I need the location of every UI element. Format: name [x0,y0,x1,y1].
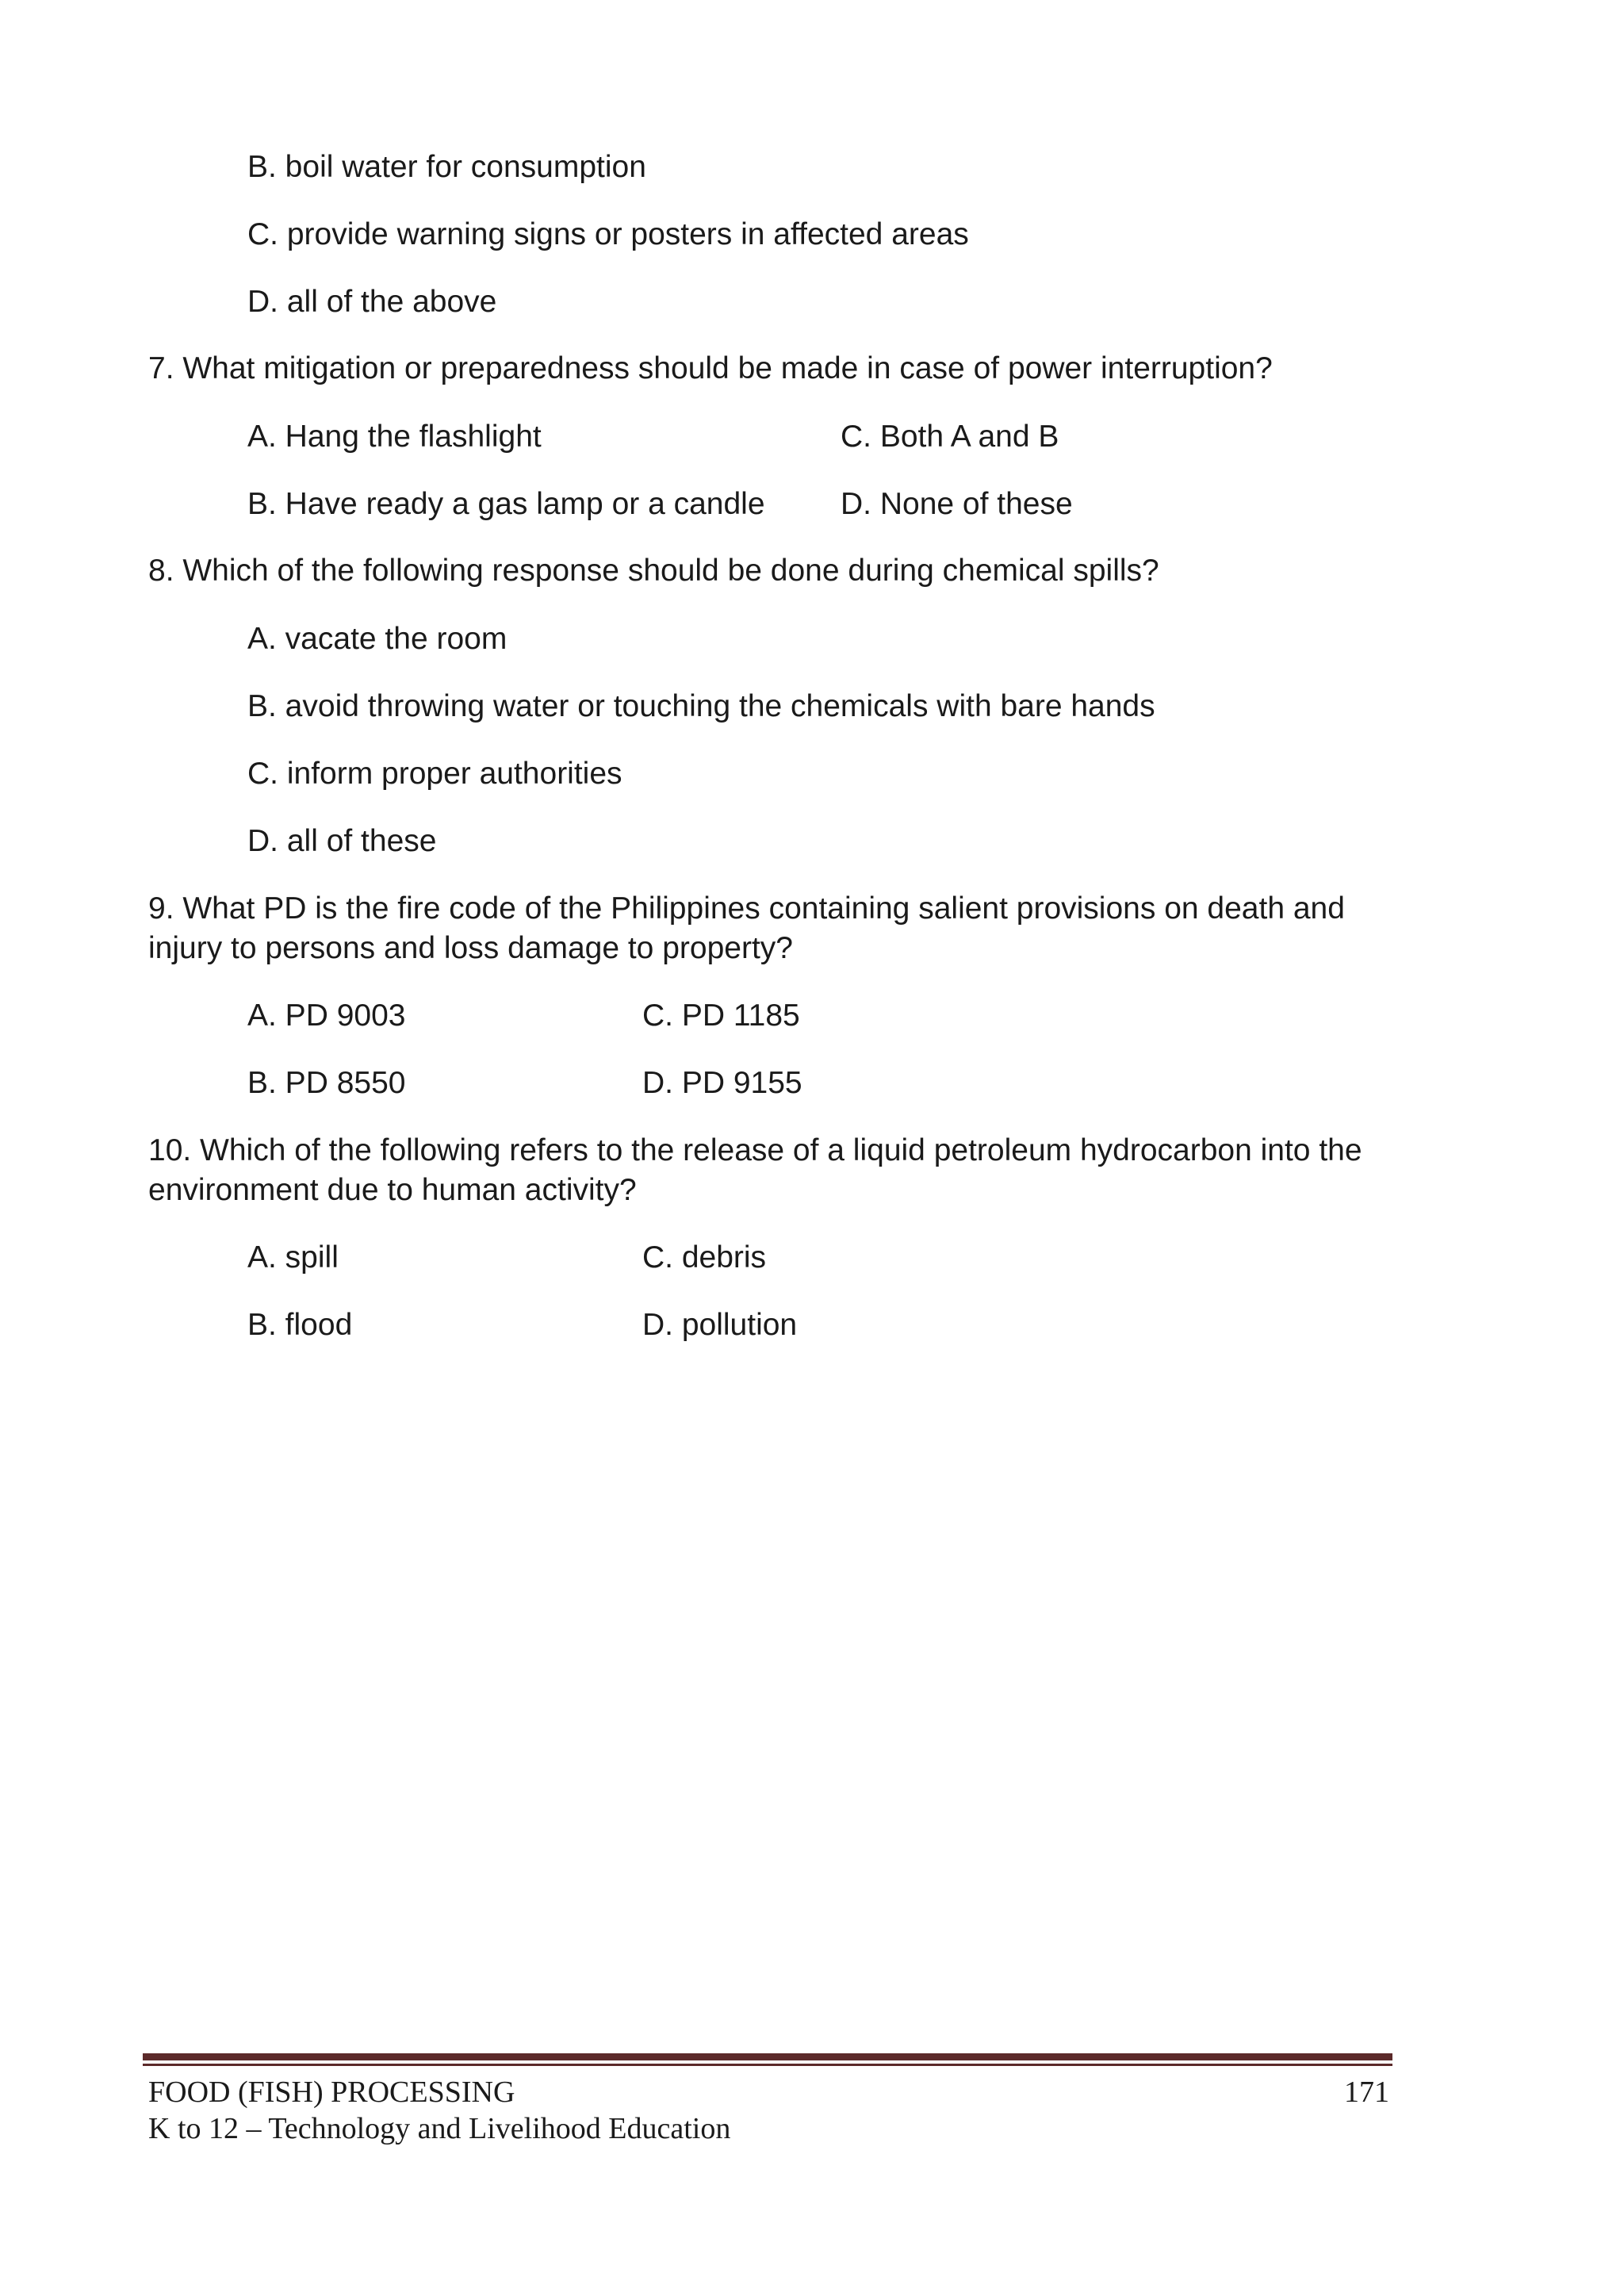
q10-text-line1: 10. Which of the following refers to the release of a liquid petroleum hydrocarbon into the [148,1133,1362,1167]
q9-option-c: C. PD 1185 [642,999,800,1033]
q10-option-d: D. pollution [642,1308,798,1342]
q7-option-d: D. None of these [841,487,1073,521]
q7-text: 7. What mitigation or preparedness should be made in case of power interruption? [148,351,1273,385]
q8-option-c: C. inform proper authorities [247,757,622,791]
q8-option-b: B. avoid throwing water or touching the chemicals with bare hands [247,689,1155,723]
footer-program: K to 12 – Technology and Livelihood Education [148,2112,731,2145]
q9-option-b: B. PD 8550 [247,1066,406,1100]
q7-option-a: A. Hang the flashlight [247,420,542,454]
q10-option-a: A. spill [247,1240,339,1274]
q10-option-b: B. flood [247,1308,353,1342]
q7-option-b: B. Have ready a gas lamp or a candle [247,487,765,521]
q10-text-line2: environment due to human activity? [148,1173,637,1207]
q6-option-c: C. provide warning signs or posters in affected areas [247,217,969,251]
footer-divider [143,2053,1392,2060]
q8-option-d: D. all of these [247,824,437,858]
q7-option-c: C. Both A and B [841,420,1059,454]
q6-option-b: B. boil water for consumption [247,150,646,184]
footer-divider-thin [143,2064,1392,2066]
page-number: 171 [1344,2076,1389,2109]
q9-option-a: A. PD 9003 [247,999,406,1033]
q10-option-c: C. debris [642,1240,767,1274]
q9-option-d: D. PD 9155 [642,1066,802,1100]
q9-text-line2: injury to persons and loss damage to property? [148,931,793,965]
q9-text-line1: 9. What PD is the fire code of the Philippines containing salient provisions on death and [148,891,1345,926]
footer-subject: FOOD (FISH) PROCESSING [148,2076,515,2109]
q6-option-d: D. all of the above [247,285,497,319]
q8-text: 8. Which of the following response should be done during chemical spills? [148,554,1159,588]
q8-option-a: A. vacate the room [247,622,508,656]
